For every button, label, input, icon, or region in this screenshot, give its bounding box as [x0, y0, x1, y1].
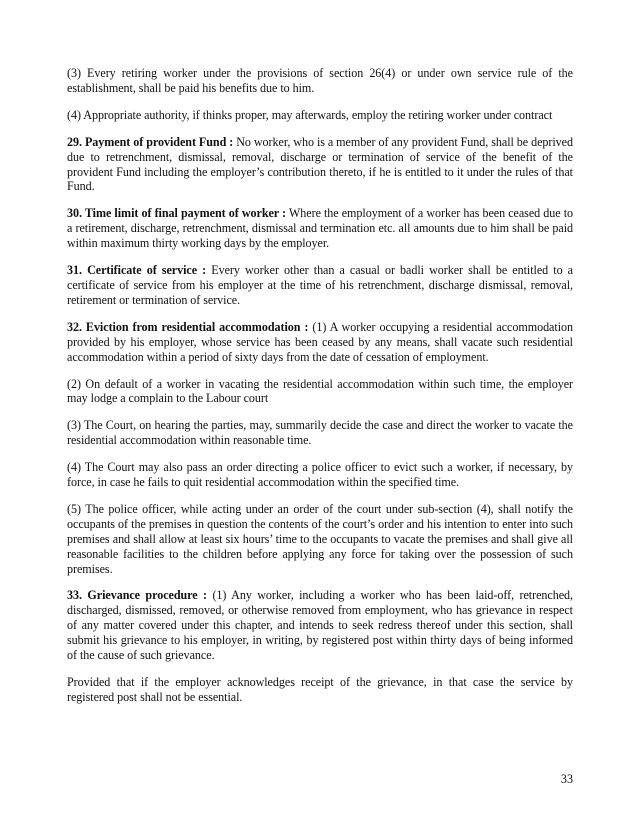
paragraph-text: (3) The Court, on hearing the parties, may, summarily decide the case and direct the worker to vacate the residential accommodation within reasonable time.	[67, 418, 573, 448]
section-30-final-payment	[67, 206, 573, 251]
paragraph-text: Provided that if the employer acknowledges receipt of the grievance, in that case the service by registered post shall not be essential.	[67, 675, 573, 704]
section-heading: 30. Time limit of final payment of worker :	[67, 206, 287, 221]
section-heading: 31. Certificate of service :	[67, 263, 207, 278]
paragraph-text: (2) On default of a worker in vacating the residential accommodation within such time, the employer may lodge a complain to the Labour court	[67, 376, 573, 406]
section-32-subsection-4	[67, 460, 573, 490]
paragraph-text: (4) The Court may also pass an order directing a police officer to evict such a worker, if necessary, by force, in case he fails to quit residential accommodation within the specified time.	[67, 460, 573, 490]
paragraph-text: (4) Appropriate authority, if thinks proper, may afterwards, employ the retiring worker under contract	[67, 107, 553, 122]
section-29-provident-fund	[67, 135, 573, 195]
section-31-certificate-of-service	[67, 263, 573, 308]
paragraph-text: No worker, who is a member of any provident Fund, shall be deprived due to retrenchment, dismissal, removal, discharge or termination of service of the benefit of the provident Fund including the employer’s contribution thereto, if he is entitled to it under the rules of that Fund.	[67, 134, 573, 194]
section-heading: 29. Payment of provident Fund :	[67, 134, 234, 149]
section-33-proviso	[67, 675, 573, 705]
page-body	[67, 66, 573, 717]
section-heading: 32. Eviction from residential accommodation :	[67, 319, 309, 334]
section-heading: 33. Grievance procedure :	[67, 588, 208, 603]
paragraph-4-contract-employment	[67, 108, 573, 123]
section-32-subsection-3	[67, 418, 573, 448]
section-32-subsection-5	[67, 502, 573, 577]
paragraph-text: (5) The police officer, while acting under an order of the court under sub-section (4), shall notify the occupants of the premises in question the contents of the court’s order and his intention to enter into such premises and shall allow at least six hours’ time to the occupants to vacate the premises and shall give all reasonable facilities to the children before applying any force for taking over the possession of such premises.	[67, 501, 573, 576]
section-32-subsection-2	[67, 377, 573, 407]
section-33-grievance-procedure	[67, 588, 573, 663]
paragraph-text: (1) A worker occupying a residential accommodation provided by his employer, whose service has been ceased by any means, shall vacate such residential accommodation within a period of sixty days from the date of cessation of employment.	[67, 319, 573, 364]
page-number: 33	[560, 772, 573, 786]
section-32-eviction	[67, 320, 573, 365]
paragraph-text: (3) Every retiring worker under the provisions of section 26(4) or under own service rule of the establishment, shall be paid his benefits due to him.	[67, 66, 573, 95]
paragraph-text: (1) Any worker, including a worker who has been laid-off, retrenched, discharged, dismissed, removed, or otherwise removed from employment, who has grievance in respect of any matter covered under this chapter, and intends to seek redress thereof under this section, shall submit his grievance to his employer, in writing, by registered post within thirty days of being informed of the cause of such grievance.	[67, 588, 573, 663]
paragraph-text: Every worker other than a casual or badli worker shall be entitled to a certificate of service from his employer at the time of his retrenchment, discharge dismissal, removal, retirement or termination of service.	[67, 263, 573, 307]
paragraph-3-retiring-benefits	[67, 66, 573, 96]
paragraph-text: Where the employment of a worker has been ceased due to a retirement, discharge, retrenchment, dismissal and termination etc. all amounts due to him shall be paid within maximum thirty working days by the employer.	[67, 206, 574, 251]
